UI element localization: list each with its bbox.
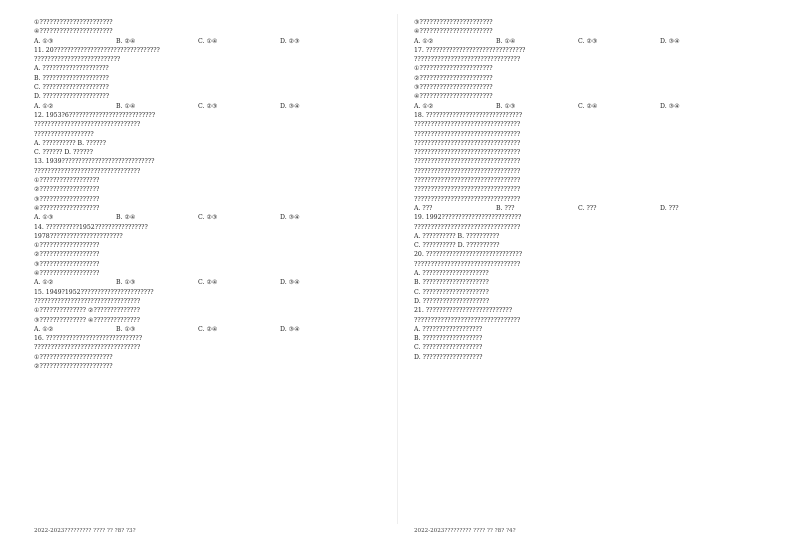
question-text-line: ???????????????????????????????? [414, 316, 521, 324]
question-text-line: D. ???????????????????? [34, 93, 110, 101]
answer-option: A. ??? [414, 204, 433, 212]
answer-option: A. ①③ [34, 214, 54, 222]
question-text-line: ?????????????????? [34, 130, 94, 138]
question-text-line: B. ?????????????????? [414, 335, 483, 343]
answer-option: C. ①④ [198, 37, 218, 45]
question-text-line: ???????????????????????????????? [34, 167, 141, 175]
question-text-line: ②?????????????????????? [34, 362, 113, 370]
answer-option: B. ①④ [116, 102, 136, 110]
question-text-line: ①?????????????????????? [34, 353, 113, 361]
question-text-line: ④?????????????????? [34, 204, 100, 212]
question-text-line: A. ???????????????????? [414, 270, 489, 278]
question-text-line: 14. ??????????1952???????????????? [34, 223, 148, 231]
answer-options-row [34, 325, 384, 334]
question-text-line: 13. 1939???????????????????????????? [34, 158, 155, 166]
answer-option: B. ②④ [116, 214, 136, 222]
answer-option: C. ②③ [198, 214, 218, 222]
question-text-line: ②?????????????????????? [414, 74, 493, 82]
answer-option: B. ①③ [116, 325, 136, 333]
answer-options-row [34, 213, 384, 222]
answer-option: C. ②③ [578, 37, 598, 45]
question-text-line: C. ?????????????????? [414, 344, 483, 352]
question-text-line: 17. ?????????????????????????????? [414, 46, 526, 54]
question-text-line: 11. 20???????????????????????????????? [34, 46, 160, 54]
page-4-column [414, 18, 764, 362]
answer-option: D. ③④ [280, 279, 300, 287]
answer-option: B. ①③ [496, 102, 516, 110]
question-text-line: 20. ????????????????????????????? [414, 251, 523, 259]
answer-options-row [34, 278, 384, 287]
answer-option: A. ①② [34, 325, 54, 333]
answer-option: D. ③④ [280, 102, 300, 110]
question-text-line: ④?????????????????????? [414, 28, 493, 36]
answer-option: A. ①③ [34, 37, 54, 45]
answer-option: C. ②④ [578, 102, 598, 110]
question-text-line: C. ???????????????????? [414, 288, 489, 296]
question-text-line: ①?????????????????????? [34, 19, 113, 26]
question-text-line: ???????????????????????????????? [414, 149, 521, 157]
question-text-line: C. ?????? D. ?????? [34, 149, 93, 157]
question-text-line: B. ???????????????????? [414, 279, 489, 287]
question-text-line: A. ???????????????????? [34, 65, 109, 73]
question-text-line: 15. 1949?1952?????????????????????? [34, 288, 154, 296]
page-4-footer: 2022-2023????????? ???? ?? ?8? ?4? [414, 528, 516, 534]
question-text-line: A. ?????????????????? [414, 325, 483, 333]
answer-options-row [414, 102, 764, 111]
question-text-line: ???????????????????????????????? [34, 344, 141, 352]
answer-option: A. ①② [414, 37, 434, 45]
question-text-line: ???????????????????????????????? [414, 167, 521, 175]
question-text-line: ???????????????????????????????? [34, 121, 141, 129]
question-text-line: ①?????????????????????? [414, 65, 493, 73]
question-text-line: ①?????????????????? [34, 242, 100, 250]
answer-option: B. ①③ [116, 279, 136, 287]
question-text-line: ③?????????????????????? [414, 19, 493, 26]
page-3-footer: 2022-2023????????? ???? ?? ?8? ?3? [34, 528, 136, 534]
question-text-line: ③?????????????????? [34, 195, 100, 203]
answer-option: C. ②④ [198, 279, 218, 287]
question-text-line: 12. 1953?6?????????????????????????? [34, 111, 156, 119]
question-text-line: 16. ????????????????????????????? [34, 335, 143, 343]
answer-options-row [414, 37, 764, 46]
answer-option: B. ②④ [116, 37, 136, 45]
answer-options-row [34, 102, 384, 111]
question-text-line: D. ?????????????????? [414, 353, 483, 361]
answer-option: D. ②③ [280, 37, 300, 45]
page-divider [397, 14, 398, 524]
question-text-line: 19. 1992???????????????????????? [414, 214, 522, 222]
question-text-line: ④?????????????????? [34, 270, 100, 278]
question-text-line: ①?????????????? ②?????????????? [34, 307, 140, 315]
answer-option: D. ③④ [280, 214, 300, 222]
question-text-line: ①?????????????????? [34, 177, 100, 185]
question-text-line: C. ???????????????????? [34, 84, 109, 92]
answer-option: B. ①④ [496, 37, 516, 45]
question-text-line: A. ?????????? B. ?????? [34, 139, 106, 147]
page-3-column [34, 18, 384, 371]
question-text-line: ???????????????????????????????? [414, 260, 521, 268]
question-text-line: ④?????????????????????? [34, 28, 113, 36]
answer-option: D. ③④ [280, 325, 300, 333]
answer-options-row [34, 37, 384, 46]
answer-option: A. ①② [34, 102, 54, 110]
question-text-line: ???????????????????????????????? [414, 56, 521, 64]
question-text-line: A. ?????????? B. ?????????? [414, 232, 500, 240]
question-text-line: C. ?????????? D. ?????????? [414, 242, 500, 250]
question-text-line: B. ???????????????????? [34, 74, 109, 82]
answer-option: A. ①② [414, 102, 434, 110]
question-text-line: D. ???????????????????? [414, 297, 490, 305]
question-text-line: ???????????????????????????????? [414, 130, 521, 138]
question-text-line: ?????????????????????????? [34, 56, 121, 64]
answer-option: D. ③④ [660, 37, 680, 45]
answer-option: A. ①② [34, 279, 54, 287]
question-text-line: ③?????????????????????? [414, 84, 493, 92]
question-text-line: 21. ?????????????????????????? [414, 307, 513, 315]
answer-options-row [414, 204, 764, 213]
question-text-line: ???????????????????????????????? [414, 177, 521, 185]
question-text-line: ???????????????????????????????? [34, 297, 141, 305]
question-text-line: 1978?????????????????????? [34, 232, 123, 240]
question-text-line: 18. ????????????????????????????? [414, 111, 523, 119]
question-text-line: ③?????????????????? [34, 260, 100, 268]
answer-option: C. ??? [578, 204, 597, 212]
question-text-line: ③?????????????? ④?????????????? [34, 316, 140, 324]
answer-option: C. ②③ [198, 102, 218, 110]
answer-option: D. ③④ [660, 102, 680, 110]
question-text-line: ②?????????????????? [34, 251, 100, 259]
question-text-line: ???????????????????????????????? [414, 158, 521, 166]
question-text-line: ②?????????????????? [34, 186, 100, 194]
question-text-line: ???????????????????????????????? [414, 195, 521, 203]
question-text-line: ???????????????????????????????? [414, 186, 521, 194]
question-text-line: ???????????????????????????????? [414, 139, 521, 147]
answer-option: C. ②④ [198, 325, 218, 333]
answer-option: B. ??? [496, 204, 515, 212]
question-text-line: ???????????????????????????????? [414, 223, 521, 231]
answer-option: D. ??? [660, 204, 679, 212]
question-text-line: ???????????????????????????????? [414, 121, 521, 129]
question-text-line: ④?????????????????????? [414, 93, 493, 101]
